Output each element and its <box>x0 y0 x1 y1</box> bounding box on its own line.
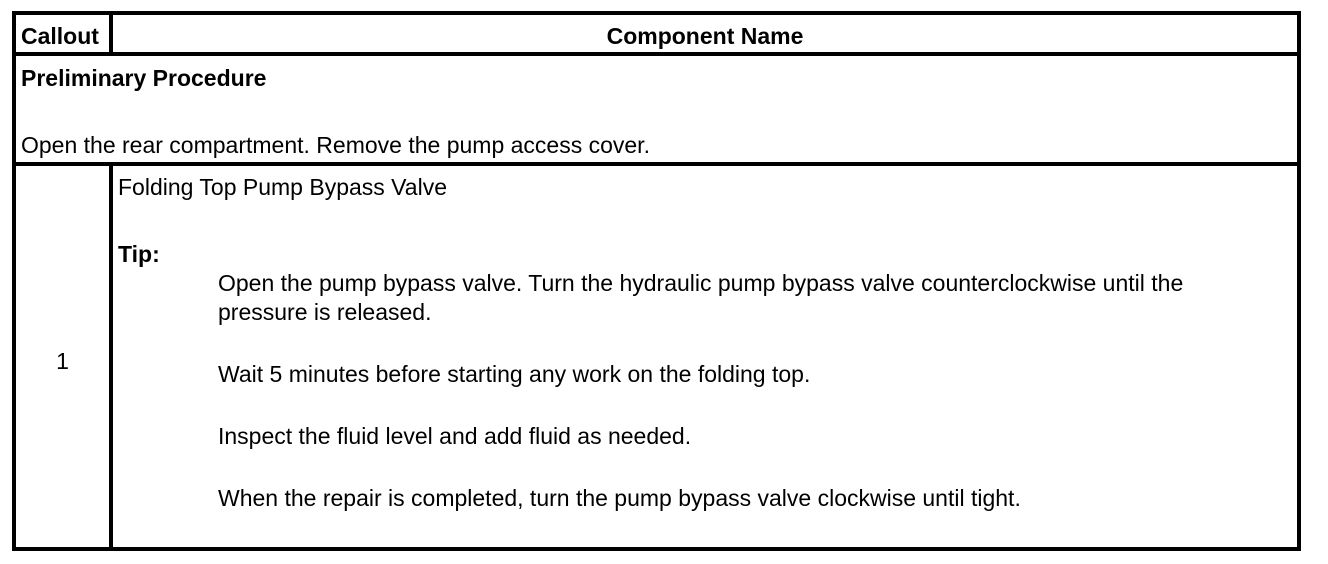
row-column-divider <box>109 166 113 547</box>
preliminary-divider <box>16 162 1297 166</box>
procedure-table <box>12 11 1301 551</box>
preliminary-title: Preliminary Procedure <box>21 65 267 91</box>
tip-line: Open the pump bypass valve. Turn the hydraulic pump bypass valve counterclockwise until the <box>218 270 1184 296</box>
callout-number: 1 <box>56 348 69 374</box>
preliminary-text: Open the rear compartment. Remove the pump access cover. <box>21 132 650 158</box>
tip-line: Wait 5 minutes before starting any work on the folding top. <box>218 361 811 387</box>
header-divider <box>16 52 1297 56</box>
tip-line: Inspect the fluid level and add fluid as needed. <box>218 423 692 449</box>
component-name-header: Component Name <box>606 23 804 49</box>
tip-label: Tip: <box>118 241 160 267</box>
callout-header: Callout <box>21 23 99 49</box>
tip-line: pressure is released. <box>218 299 432 325</box>
tip-line: When the repair is completed, turn the pump bypass valve clockwise until tight. <box>218 485 1021 511</box>
component-name: Folding Top Pump Bypass Valve <box>118 174 447 200</box>
